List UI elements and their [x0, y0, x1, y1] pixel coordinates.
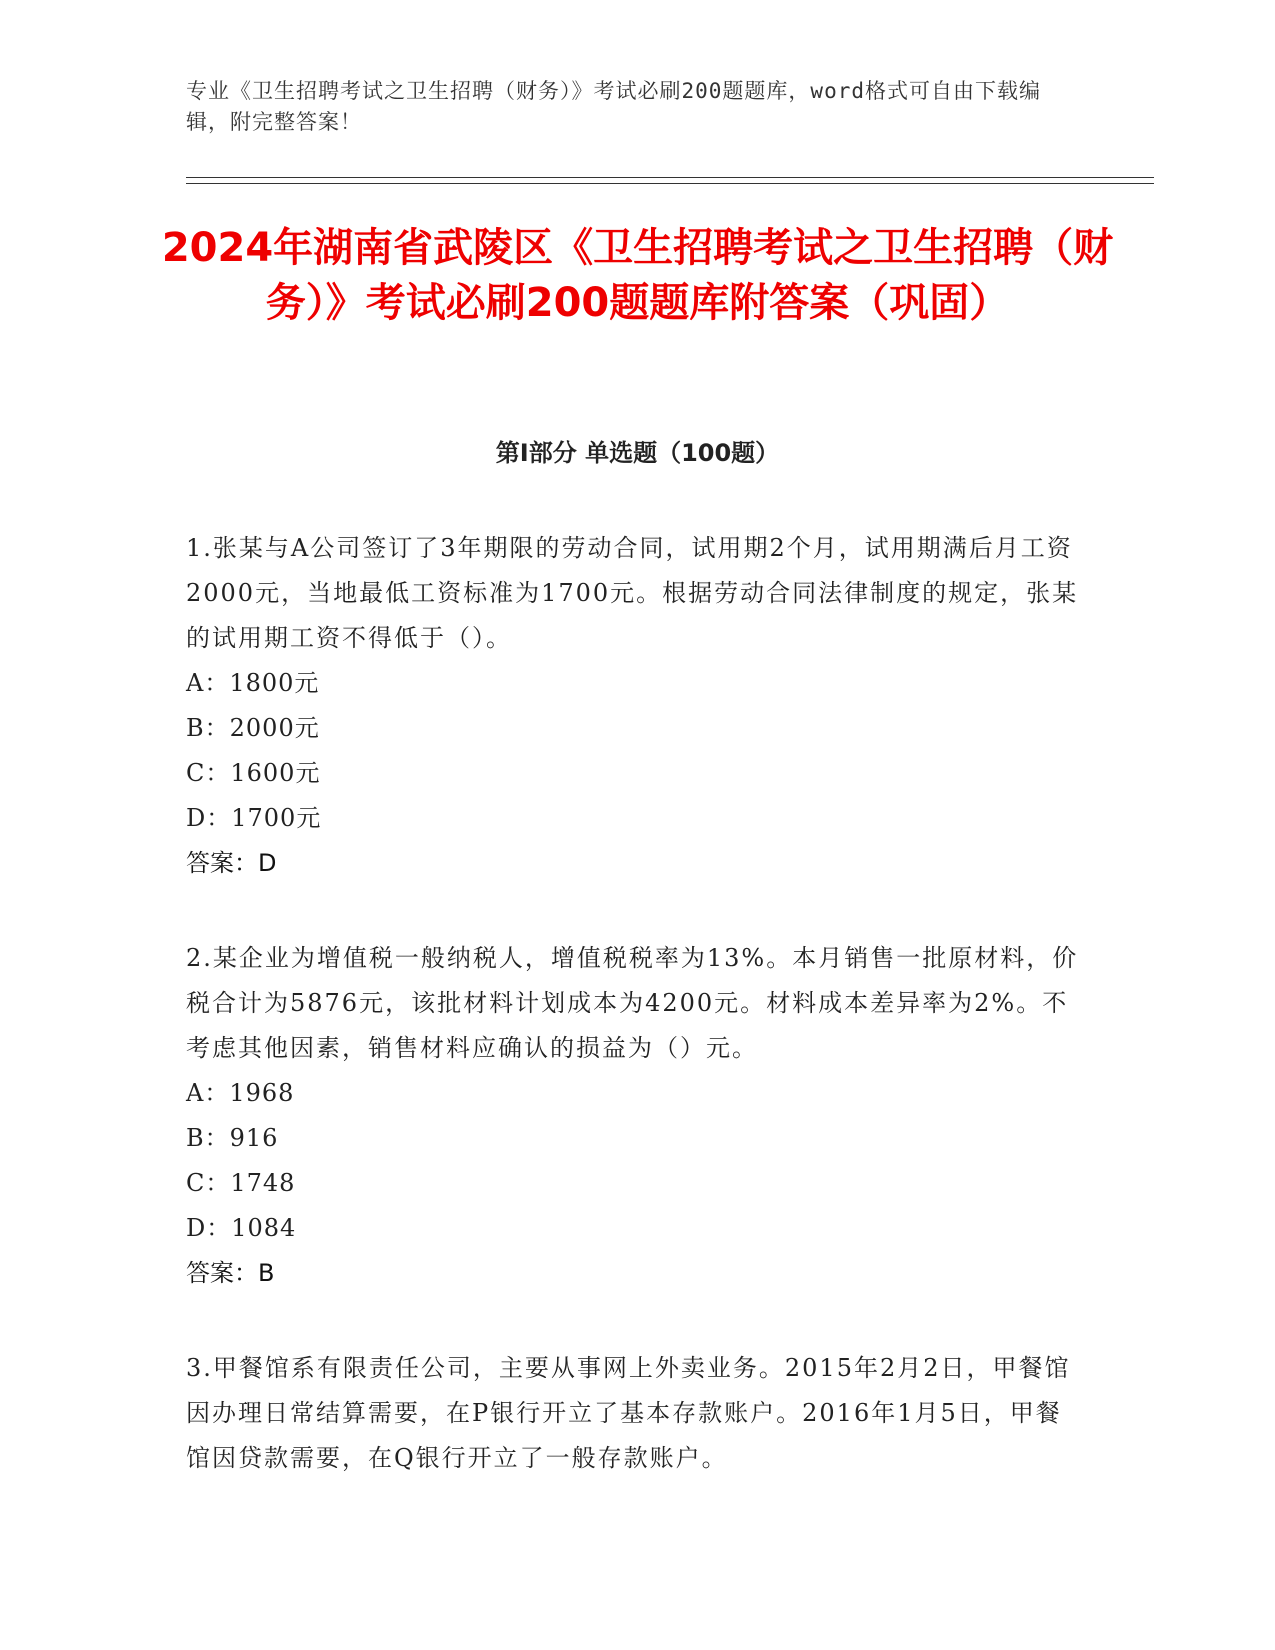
header-divider-top — [186, 177, 1154, 178]
option-b: B：2000元 — [186, 714, 320, 742]
option-c: C：1600元 — [186, 759, 321, 787]
header-divider-bottom — [186, 183, 1154, 184]
question-stem: 2.某企业为增值税一般纳税人，增值税税率为13%。本月销售一批原材料，价税合计为5876元，该批材料计划成本为4200元。材料成本差异率为2%。不考虑其他因素，销售材料应确认的损益为（）元。 — [186, 944, 1079, 1062]
option-d: D：1700元 — [186, 804, 322, 832]
option-a: A：1968 — [186, 1079, 295, 1107]
document-title: 2024年湖南省武陵区《卫生招聘考试之卫生招聘（财务）》考试必刷200题题库附答案（巩固） — [161, 225, 1114, 326]
question-stem: 3.甲餐馆系有限责任公司，主要从事网上外卖业务。2015年2月2日，甲餐馆因办理日常结算需要，在P银行开立了基本存款账户。2016年1月5日，甲餐馆因贷款需要，在Q银行开立了一般存款账户。 — [186, 1354, 1071, 1472]
question-3 — [186, 1346, 1086, 1481]
question-2 — [186, 936, 1086, 1296]
question-1 — [186, 526, 1086, 886]
answer-line: 答案：B — [186, 1259, 275, 1287]
answer-line: 答案：D — [186, 849, 277, 877]
option-d: D：1084 — [186, 1214, 297, 1242]
question-stem: 1.张某与A公司签订了3年期限的劳动合同，试用期2个月，试用期满后月工资2000元，当地最低工资标准为1700元。根据劳动合同法律制度的规定，张某的试用期工资不得低于（）。 — [186, 534, 1079, 652]
header-note: 专业《卫生招聘考试之卫生招聘（财务）》考试必刷200题题库，word格式可自由下载编辑，附完整答案！ — [186, 79, 1041, 134]
section-heading: 第I部分 单选题（100题） — [495, 439, 780, 467]
option-a: A：1800元 — [186, 669, 320, 697]
option-c: C：1748 — [186, 1169, 296, 1197]
option-b: B：916 — [186, 1124, 279, 1152]
